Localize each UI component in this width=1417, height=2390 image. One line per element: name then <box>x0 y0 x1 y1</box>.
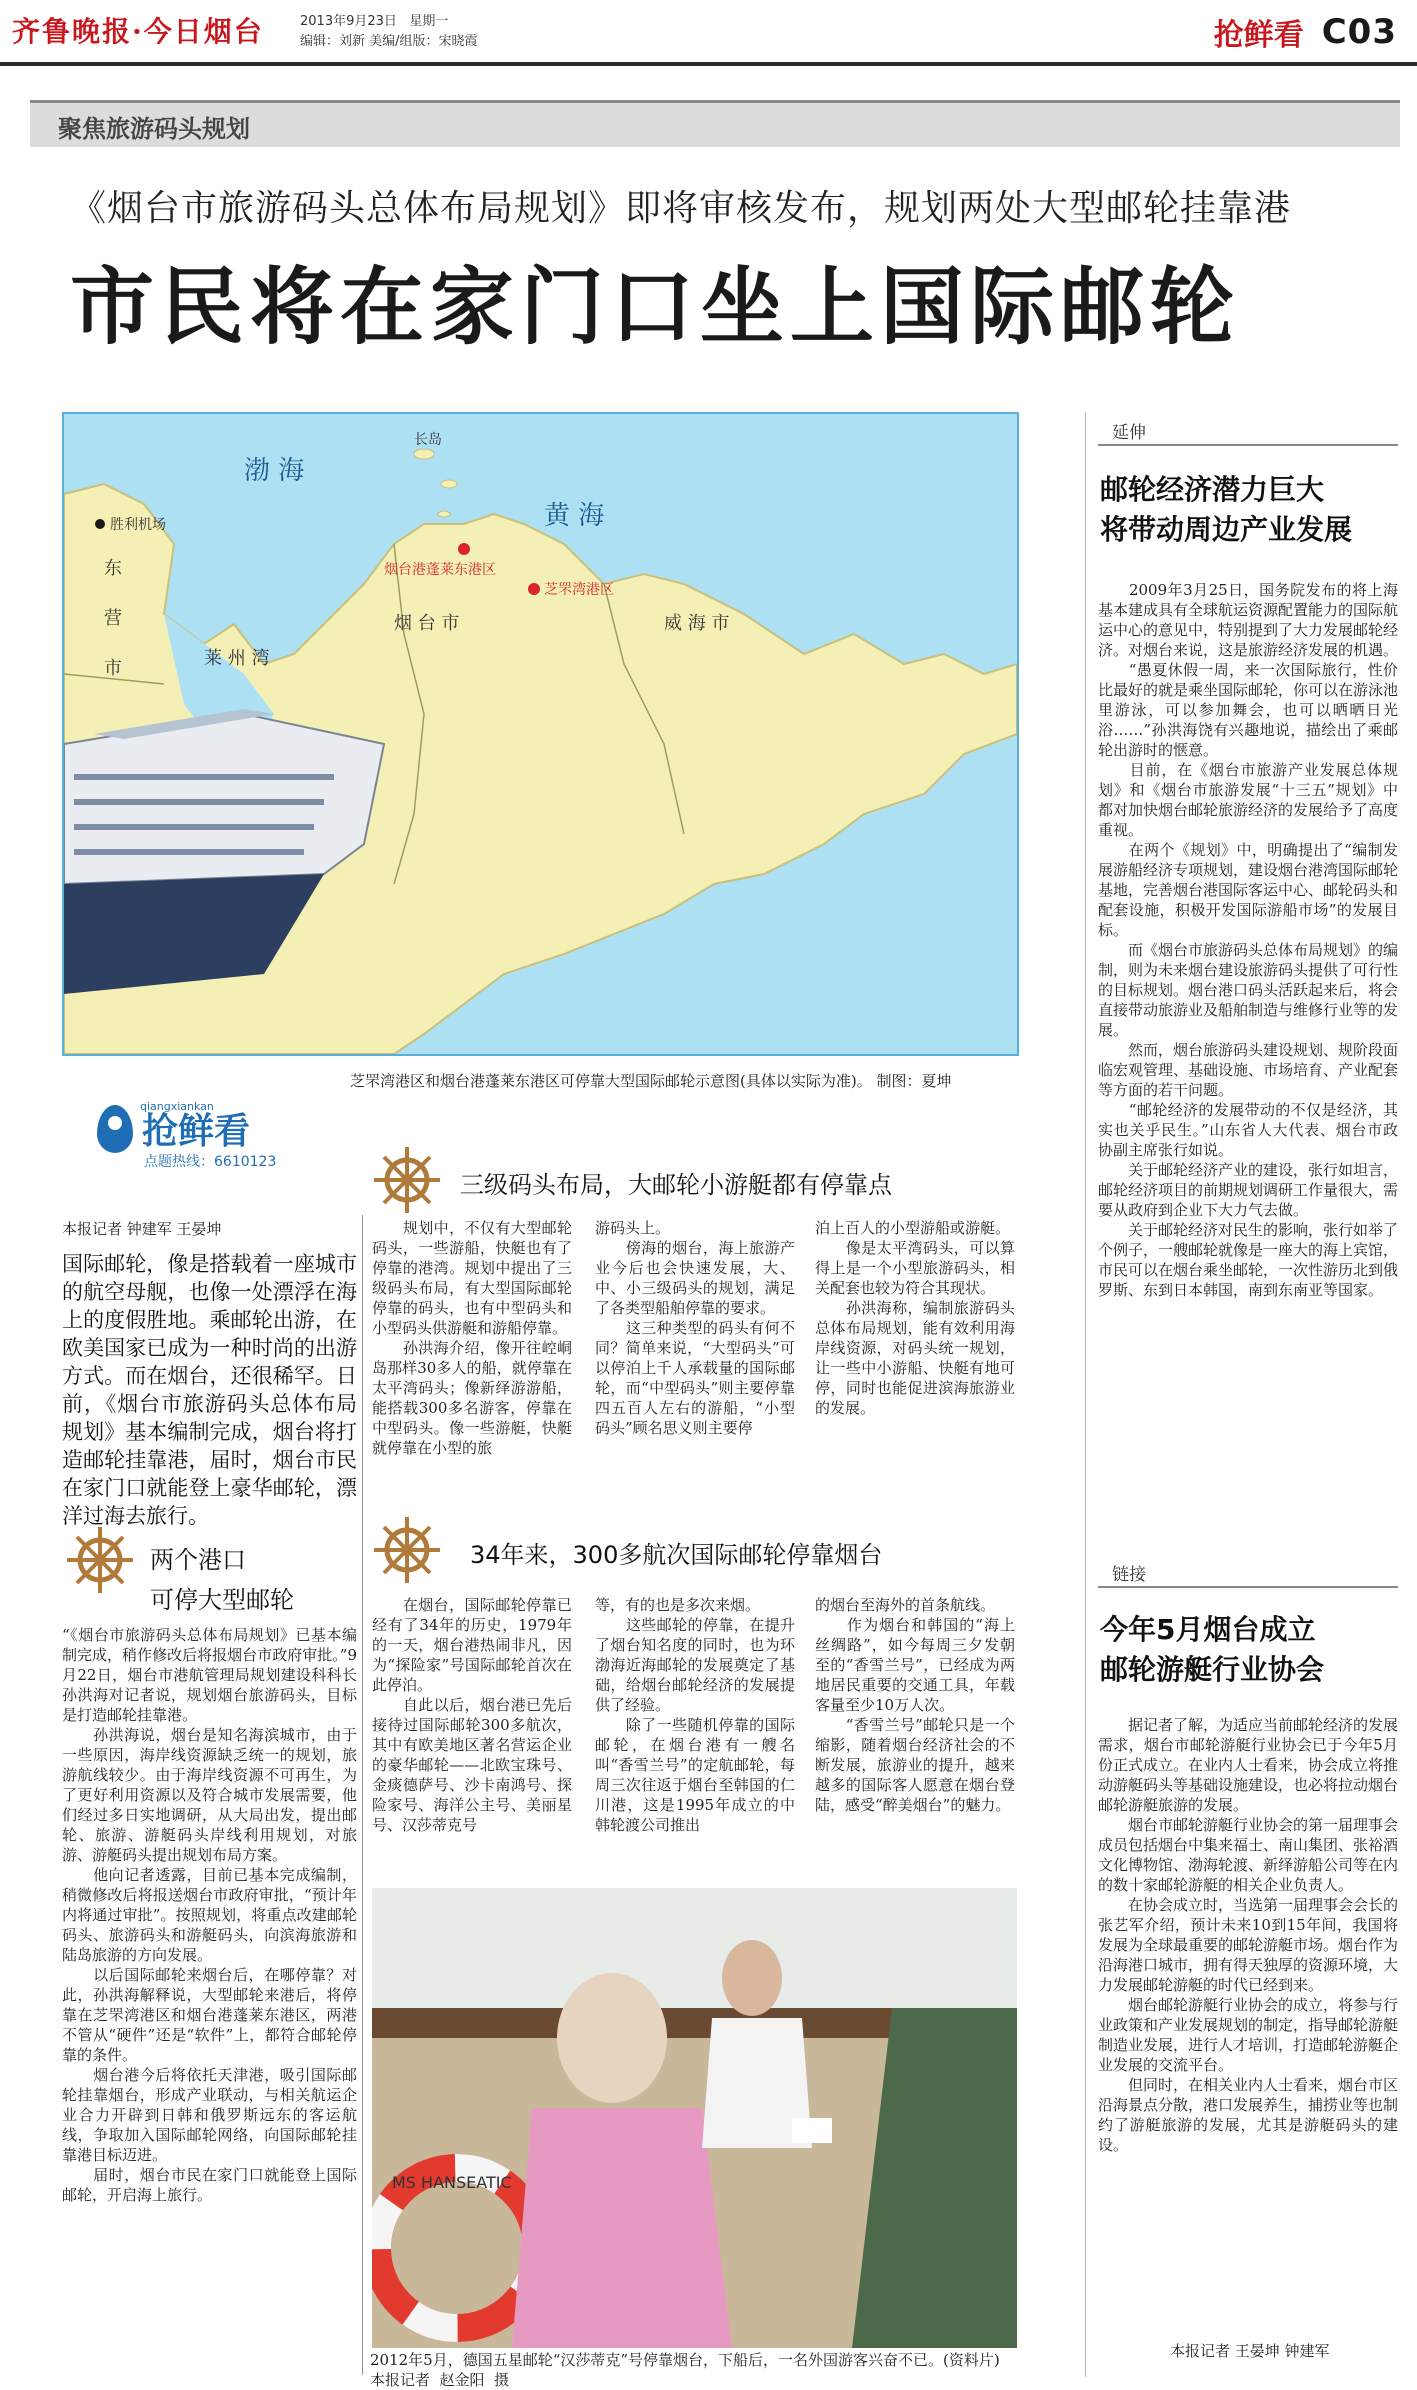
edition-name: ·今日烟台 <box>132 15 264 48</box>
ship-wheel-icon <box>372 1515 442 1585</box>
sidebar2-tag-label: 链接 <box>1112 1565 1146 1585</box>
main-byline: 本报记者 钟建军 王晏坤 <box>62 1220 222 1238</box>
sidebar2-tag <box>1098 1560 1398 1588</box>
man-head <box>722 1940 782 2016</box>
section1-title: 两个港口 可停大型邮轮 <box>150 1546 294 1614</box>
headline: 市民将在家门口坐上国际邮轮 <box>70 258 1241 356</box>
issue-weekday: 星期一 <box>409 14 449 29</box>
label-airport: 胜利机场 <box>110 517 166 533</box>
sidebar1-title: 邮轮经济潜力巨大 将带动周边产业发展 <box>1100 473 1353 546</box>
island-3 <box>438 511 450 517</box>
masthead-logo <box>12 10 264 50</box>
focus-label: 聚焦旅游码头规划 <box>58 115 250 143</box>
ship-windows-2 <box>74 799 324 805</box>
airport-marker <box>95 519 105 529</box>
ship-windows-1 <box>74 774 334 780</box>
brand-pinyin: qiangxiankan <box>140 1100 214 1113</box>
sidebar-rule <box>1085 412 1086 2377</box>
location-pin-icon <box>97 1105 133 1153</box>
section1-text: “《烟台市旅游码头总体布局规划》已基本编制完成，稍作修改后将报烟台市政府审批。”9月22日，烟台市港航管理局规划建设科科长孙洪海对记者说，规划烟台旅游码头，目标是打造邮轮挂靠港。 孙洪海说，烟台是知名海滨城市，由于一些原因，海岸线资源缺乏统一的规划，旅游航线较少。由于海岸线资源不可再生，为了更好利用资源以及符合城市发展需要，他们经过多日实地调研，从大局出发，提出邮轮、旅游、游艇码头岸线利用规划，对旅游、游艇码头提出规划布局方案。 他向记者透露，目前已基本完成编制，稍微修改后将报送烟台市政府审批，“预计年内将通过审批”。按照规划，将重点改建邮轮码头、旅游码头和游艇码头，向滨海旅游和陆岛旅游的方向发展。 以后国际邮轮来烟台后，在哪停靠？对此，孙洪海解释说，大型邮轮来港后，将停靠在芝罘湾港区和烟台港蓬莱东港区，两港不管从“硬件”还是“软件”上，都符合邮轮停靠的条件。 烟台港今后将依托天津港，吸引国际邮轮挂靠烟台，形成产业联动，与相关航运企业合力开辟到日韩和俄罗斯远东的客运航线，争取加入国际邮轮网络，向国际邮轮挂靠港目标迈进。 届时，烟台市民在家门口就能登上国际邮轮，开启海上旅行。 <box>62 1626 357 2204</box>
ship-wheel-icon <box>372 1145 442 1215</box>
sidebar1-text: 2009年3月25日，国务院发布的将上海基本建成具有全球航运资源配置能力的国际航运中心的意见中，特别提到了大力发展邮轮经济。对烟台来说，这是旅游经济发展的机遇。 “愚夏休假一周，来一次国际旅行，性价比最好的就是乘坐国际邮轮，你可以在游泳池里游泳，可以参加舞会，也可以晒晒日光浴……”孙洪海饶有兴趣地说，描绘出了乘邮轮出游时的惬意。 目前，在《烟台市旅游产业发展总体规划》和《烟台市旅游发展“十三五”规划》中都对加快烟台邮轮旅游经济的发展给予了高度重视。 在两个《规划》中，明确提出了“编制发展游船经济专项规划，建设烟台港湾国际邮轮基地，完善烟台港国际客运中心、邮轮码头和配套设施，积极开发国际游船市场”的发展目标。 而《烟台市旅游码头总体布局规划》的编制，则为未来烟台建设旅游码头提供了可行性的目标规划。烟台港口码头活跃起来后，将会直接带动旅游业及船舶制造与维修行业等的发展。 然而，烟台旅游码头建设规划、规阶段面临宏观管理、基础设施、市场培育、产业配套等方面的若干问题。 “邮轮经济的发展带动的不仅是经济，其实也关乎民生。”山东省人大代表、烟台市政协副主席张行如说。 关于邮轮经济产业的建设，张行如坦言，邮轮经济项目的前期规划调研工作量很大，需要从政府到企业下大力气去做。 关于邮轮经济对民生的影响，张行如举了个例子，一艘邮轮就像是一座大的海上宾馆，市民可以在烟台乘坐邮轮，一次性游历北到俄罗斯、东到日本韩国，南到东南亚等国家。 <box>1098 581 1399 1299</box>
map-svg <box>64 414 1017 1054</box>
focus-bar <box>30 100 1400 147</box>
woman-head <box>557 1973 667 2103</box>
brand-title: 抢鲜看 <box>142 1111 251 1152</box>
section2-title: 三级码头布局，大邮轮小游艇都有停靠点 <box>460 1171 892 1199</box>
paper-name: 齐鲁晚报 <box>12 15 133 48</box>
label-dong: 东 <box>104 558 122 579</box>
section3-col2: 等，有的也是多次来烟。 这些邮轮的停靠，在提升了烟台知名度的同时，也为环渤海近海邮轮的发展奠定了基础，给烟台邮轮经济的发展提供了经验。 除了一些随机停靠的国际邮轮，在烟台港有一艘名叫“香雪兰号”的定航邮轮，每周三次往返于烟台至韩国的仁川港，这是1995年成立的中韩轮渡公司推出 <box>595 1596 795 1834</box>
sidebar2-title: 今年5月烟台成立 邮轮游艇行业协会 <box>1100 1613 1325 1686</box>
editors: 编辑：刘新 美编/组版：宋晓霞 <box>300 34 478 49</box>
sidebar2-text: 据记者了解，为适应当前邮轮经济的发展需求，烟台市邮轮游艇行业协会已于今年5月份正式成立。在业内人士看来，协会成立将推动游艇码头等基础设施建设，也必将拉动烟台邮轮游艇旅游的发展。 烟台市邮轮游艇行业协会的第一届理事会成员包括烟台中集来福士、南山集团、张裕酒文化博物馆、渤海轮渡、新绎游船公司等在内的数十家邮轮游艇的相关企业负责人。 在协会成立时，当选第一届理事会会长的张艺军介绍，预计未来10到15年间，我国将发展为全球最重要的邮轮游艇市场。烟台作为沿海港口城市，拥有得天独厚的资源环境，大力发展邮轮游艇的时代已经到来。 烟台邮轮游艇行业协会的成立，将参与行业政策和产业发展规划的制定，指导邮轮游艇制造业发展，进行人才培训，打造邮轮游艇企业发展的交流平台。 但同时，在相关业内人士看来，烟台市区沿海景点分散，港口发展养生，捕捞业等也制约了游艇旅游的发展，尤其是游艇码头的建设。 <box>1098 1716 1399 2154</box>
label-huanghai: 黄 海 <box>544 501 605 531</box>
ship-windows-4 <box>74 849 304 855</box>
page-number: C03 <box>1321 12 1397 52</box>
label-changdao: 长岛 <box>414 432 442 448</box>
section2-col2: 游码头上。 傍海的烟台，海上旅游产业今后也会快速发展，大、中、小三级码头的规划，满足了各类型船舶停靠的要求。 这三种类型的码头有何不同？简单来说，“大型码头”可以停泊上千人承载量的国际邮轮，而“中型码头”则主要停靠四五百人左右的游船，“小型码头”顾名思义则主要停 <box>595 1219 795 1437</box>
news-photo <box>372 1888 1017 2378</box>
label-shi: 市 <box>104 658 122 679</box>
section3-col1: 在烟台，国际邮轮停靠已经有了34年的历史，1979年的一天，烟台港热闹非凡，因为“探险家”号国际邮轮首次在此停泊。 自此以后，烟台港已先后接待过国际邮轮300多航次，其中有欧美地区著名营运企业的豪华邮轮——北欧宝珠号、金痰德萨号、沙卡南鸿号、探险家号、海洋公主号、美丽星号、汉莎蒂克号 <box>372 1596 572 1834</box>
island-1 <box>414 449 434 459</box>
section3-title: 34年来，300多航次国际邮轮停靠烟台 <box>470 1541 883 1569</box>
section3-col3: 的烟台至海外的首条航线。 作为烟台和韩国的“海上丝绸路”，如今每周三夕发朝至的“香雪兰号”，已经成为两地居民重要的交通工具，年载客量至少10万人次。 “香雪兰号”邮轮只是一个缩影，随着烟台经济社会的不断发展，旅游业的提升，越来越多的国际客人愿意在烟台登陆，感受“醉美烟台”的魅力。 <box>815 1596 1015 1814</box>
section-name: 抢鲜看 <box>1213 18 1304 53</box>
label-port-penglai: 烟台港蓬莱东港区 <box>384 562 496 578</box>
ship-windows-3 <box>74 824 314 830</box>
label-bohai: 渤 海 <box>244 456 305 486</box>
photo-caption: 2012年5月，德国五星邮轮“汉莎蒂克”号停靠烟台，下船后，一名外国游客兴奋不已。(资料片) 本报记者 赵金阳 摄 <box>370 2351 1000 2389</box>
masthead-meta <box>300 12 478 52</box>
subhead: 《烟台市旅游码头总体布局规划》即将审核发布，规划两处大型邮轮挂靠港 <box>70 188 1292 229</box>
column-rule-1 <box>362 1215 363 2375</box>
sidebar2-byline: 本报记者 王晏坤 钟建军 <box>1170 2342 1330 2360</box>
woman-shirt <box>512 2108 732 2348</box>
masthead-right <box>1214 10 1397 54</box>
photo-svg <box>372 1888 1017 2348</box>
issue-date: 2013年9月23日 <box>300 14 397 29</box>
map-caption: 芝罘湾港区和烟台港蓬莱东港区可停靠大型国际邮轮示意图(具体以实际为准)。 制图：夏坤 <box>350 1072 952 1090</box>
section2-col3: 泊上百人的小型游船或游艇。 像是太平湾码头，可以算得上是一个小型旅游码头，相关配套也较为符合其现状。 孙洪海称，编制旅游码头总体布局规划，能有效利用海岸线资源，对码头统一规划，让一些中小游船、快艇有地可停，同时也能促进滨海旅游业的发展。 <box>815 1219 1015 1417</box>
label-weihaishi: 威 海 市 <box>664 613 730 634</box>
passport-card <box>792 2118 832 2143</box>
label-port-zhifu: 芝罘湾港区 <box>544 582 614 598</box>
section2-col1: 规划中，不仅有大型邮轮码头，一些游船，快艇也有了停靠的港湾。规划中提出了三级码头布局，有大型国际邮轮停靠的码头，也有中型码头和小型码头供游艇和游船停靠。 孙洪海介绍，像开往崆峒岛那样30多人的船，就停靠在太平湾码头；像新绎游游船，能搭载300多名游客，停靠在中型码头。像一些游艇，快艇就停靠在小型的旅 <box>372 1219 572 1457</box>
label-yantaishi: 烟 台 市 <box>394 613 460 634</box>
map-figure <box>62 412 1019 1056</box>
sidebar1-tag <box>1098 418 1398 446</box>
port-marker-zhifu <box>528 583 540 595</box>
masthead-rule <box>0 62 1417 66</box>
brand-hotline: 点题热线：6610123 <box>144 1154 277 1170</box>
island-2 <box>441 480 457 488</box>
life-ring-text: MS HANSEATIC <box>392 2173 512 2192</box>
sidebar1-tag-label: 延伸 <box>1112 423 1146 443</box>
lead-paragraph: 国际邮轮，像是搭载着一座城市的航空母舰，也像一处漂浮在海上的度假胜地。乘邮轮出游，在欧美国家已成为一种时尚的出游方式。而在烟台，还很稀罕。日前，《烟台市旅游码头总体布局规划》基本编制完成，烟台将打造邮轮挂靠港，届时，烟台市民在家门口就能登上豪华邮轮，漂洋过海去旅行。 <box>62 1252 357 1528</box>
photo-ship-wall <box>372 1888 1017 2008</box>
label-ying: 营 <box>104 608 122 629</box>
label-laizhouwan: 莱 州 湾 <box>204 648 270 669</box>
port-marker-penglai <box>458 543 470 555</box>
ship-wheel-icon <box>65 1525 135 1595</box>
